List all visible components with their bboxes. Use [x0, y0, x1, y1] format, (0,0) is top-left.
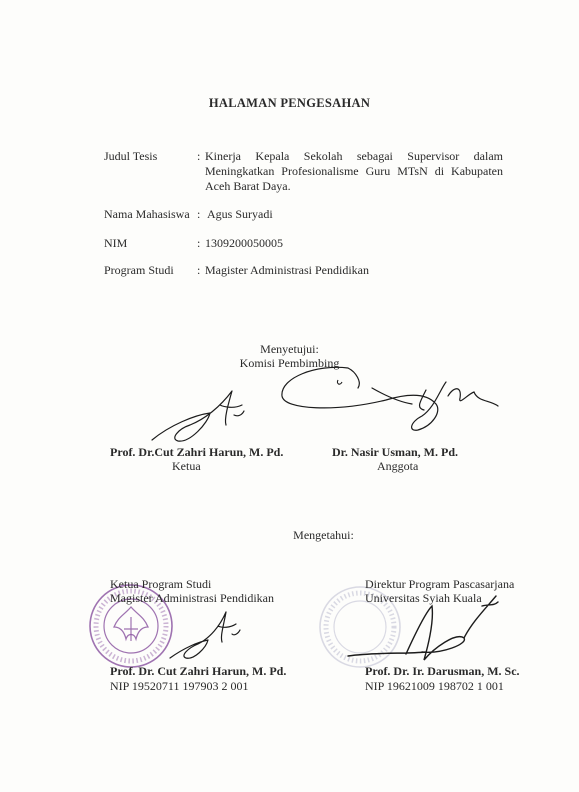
field-label-student-name: Nama Mahasiswa — [104, 207, 190, 221]
acknowledgement-heading: Mengetahui: — [293, 528, 354, 542]
field-label-thesis-title: Judul Tesis — [104, 149, 158, 163]
field-colon: : — [197, 207, 201, 221]
left-office-line-2: Magister Administrasi Pendidikan — [110, 591, 274, 605]
signer-ketua-role: Ketua — [172, 459, 201, 473]
field-label-program: Program Studi — [104, 263, 174, 277]
signer-anggota-role: Anggota — [377, 459, 419, 473]
page-title: HALAMAN PENGESAHAN — [208, 96, 371, 110]
left-office-line-1: Ketua Program Studi — [110, 577, 212, 591]
field-value-nim: 1309200050005 — [205, 236, 283, 250]
signer-anggota-name: Dr. Nasir Usman, M. Pd. — [332, 445, 459, 459]
thesis-title-line-2: Meningkatkan Profesionalisme Guru MTsN di Kabupaten — [205, 164, 503, 178]
field-colon: : — [197, 263, 201, 277]
signer-ketua-name: Prof. Dr.Cut Zahri Harun, M. Pd. — [110, 445, 284, 459]
left-signer-name: Prof. Dr. Cut Zahri Harun, M. Pd. — [110, 664, 287, 678]
field-value-program: Magister Administrasi Pendidikan — [205, 263, 369, 277]
thesis-title-line-1: Kinerja Kepala Sekolah sebagai Supervisor dalam — [205, 149, 503, 163]
approval-heading: Menyetujui: — [260, 342, 319, 356]
field-colon: : — [197, 149, 201, 163]
field-label-nim: NIM — [104, 236, 128, 250]
right-signer-nip: NIP 19621009 198702 1 001 — [365, 679, 504, 693]
right-office-line-2: Universitas Syiah Kuala — [365, 591, 482, 605]
left-signer-nip: NIP 19520711 197903 2 001 — [110, 679, 249, 693]
thesis-title-line-3: Aceh Barat Daya. — [205, 179, 291, 193]
signature-ketua — [150, 385, 260, 450]
right-office-line-1: Direktur Program Pascasarjana — [365, 577, 515, 591]
signature-anggota — [276, 360, 506, 440]
field-colon: : — [197, 236, 201, 250]
committee-label: Komisi Pembimbing — [239, 356, 340, 370]
signature-director — [346, 592, 506, 672]
field-value-thesis-title — [205, 149, 503, 194]
field-value-student-name: Agus Suryadi — [207, 207, 273, 221]
right-signer-name: Prof. Dr. Ir. Darusman, M. Sc. — [365, 664, 520, 678]
signature-program-head — [168, 606, 248, 666]
